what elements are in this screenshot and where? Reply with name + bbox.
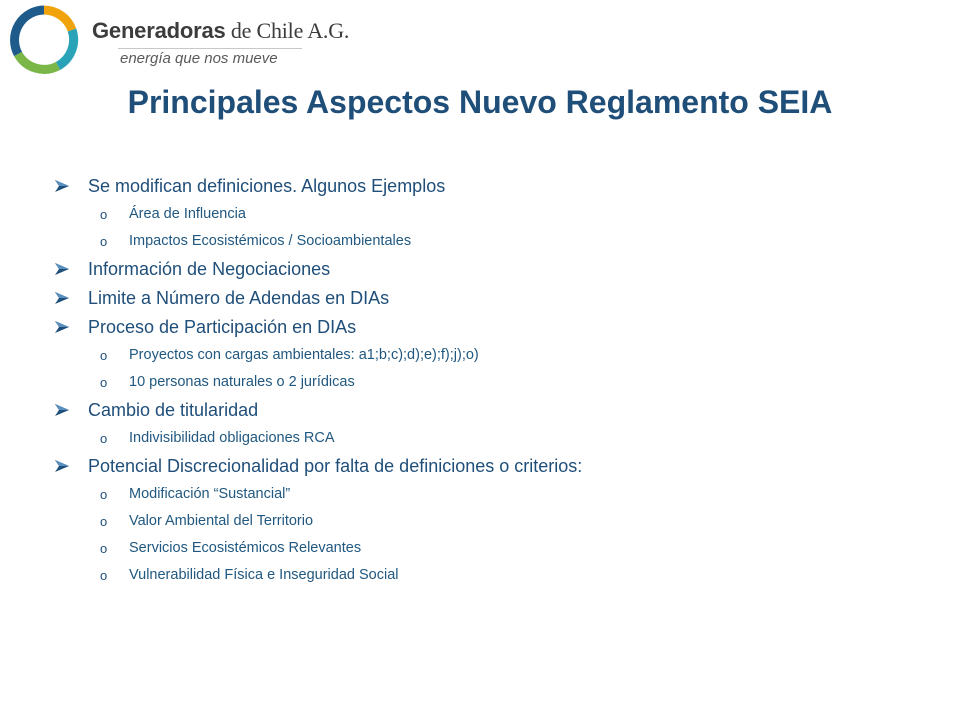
- bullet-item: [52, 313, 912, 342]
- sub-bullet-marker: o: [100, 375, 108, 390]
- bullet-text: 10 personas naturales o 2 jurídicas: [129, 374, 355, 390]
- bullet-list: [52, 172, 912, 589]
- sub-bullet-marker: o: [100, 431, 108, 446]
- brand-name: Generadoras de Chile A.G.: [92, 18, 350, 43]
- bullet-text: Impactos Ecosistémicos / Socioambientales: [129, 233, 412, 249]
- bullet-text: Potencial Discrecionalidad por falta de definiciones o criterios:: [88, 456, 583, 476]
- arrow-bullet-icon: [54, 320, 70, 334]
- sub-bullet-marker: o: [100, 514, 108, 529]
- bullet-item: [52, 396, 912, 425]
- bullet-item: [52, 255, 912, 284]
- bullet-text: Limite a Número de Adendas en DIAs: [88, 288, 390, 308]
- bullet-text: Cambio de titularidad: [88, 400, 259, 420]
- sub-bullet-item: [52, 228, 912, 255]
- sub-bullet-item: [52, 535, 912, 562]
- bullet-text: Vulnerabilidad Física e Inseguridad Social: [129, 567, 399, 583]
- bullet-text: Área de Influencia: [129, 206, 246, 222]
- sub-bullet-item: [52, 508, 912, 535]
- sub-bullet-item: [52, 369, 912, 396]
- bullet-text: Servicios Ecosistémicos Relevantes: [129, 540, 362, 556]
- bullet-item: [52, 452, 912, 481]
- bullet-item: [52, 284, 912, 313]
- bullet-text: Proyectos con cargas ambientales: a1;b;c);d);e);f);j);o): [129, 347, 479, 363]
- brand-block: [92, 18, 350, 67]
- slide-title: Principales Aspectos Nuevo Reglamento SEIA: [127, 84, 833, 120]
- sub-bullet-marker: o: [100, 348, 108, 363]
- bullet-text: Se modifican definiciones. Algunos Ejemplos: [88, 176, 446, 196]
- sub-bullet-marker: o: [100, 487, 108, 502]
- arrow-bullet-icon: [54, 291, 70, 305]
- bullet-text: Información de Negociaciones: [88, 259, 331, 279]
- arrow-bullet-icon: [54, 403, 70, 417]
- sub-bullet-marker: o: [100, 234, 108, 249]
- bullet-text: Proceso de Participación en DIAs: [88, 317, 357, 337]
- sub-bullet-item: [52, 425, 912, 452]
- bullet-item: [52, 172, 912, 201]
- sub-bullet-item: [52, 201, 912, 228]
- brand-tagline: energía que nos mueve: [120, 50, 278, 67]
- bullet-text: Indivisibilidad obligaciones RCA: [129, 430, 335, 446]
- bullet-text: Valor Ambiental del Territorio: [129, 513, 314, 529]
- arrow-bullet-icon: [54, 179, 70, 193]
- arrow-bullet-icon: [54, 459, 70, 473]
- bullet-text: Modificación “Sustancial”: [129, 486, 291, 502]
- sub-bullet-marker: o: [100, 207, 108, 222]
- sub-bullet-item: [52, 342, 912, 369]
- sub-bullet-marker: o: [100, 541, 108, 556]
- sub-bullet-item: [52, 562, 912, 589]
- generadoras-logo-icon: [8, 4, 80, 76]
- arrow-bullet-icon: [54, 262, 70, 276]
- brand-divider: [118, 48, 302, 49]
- sub-bullet-marker: o: [100, 568, 108, 583]
- sub-bullet-item: [52, 481, 912, 508]
